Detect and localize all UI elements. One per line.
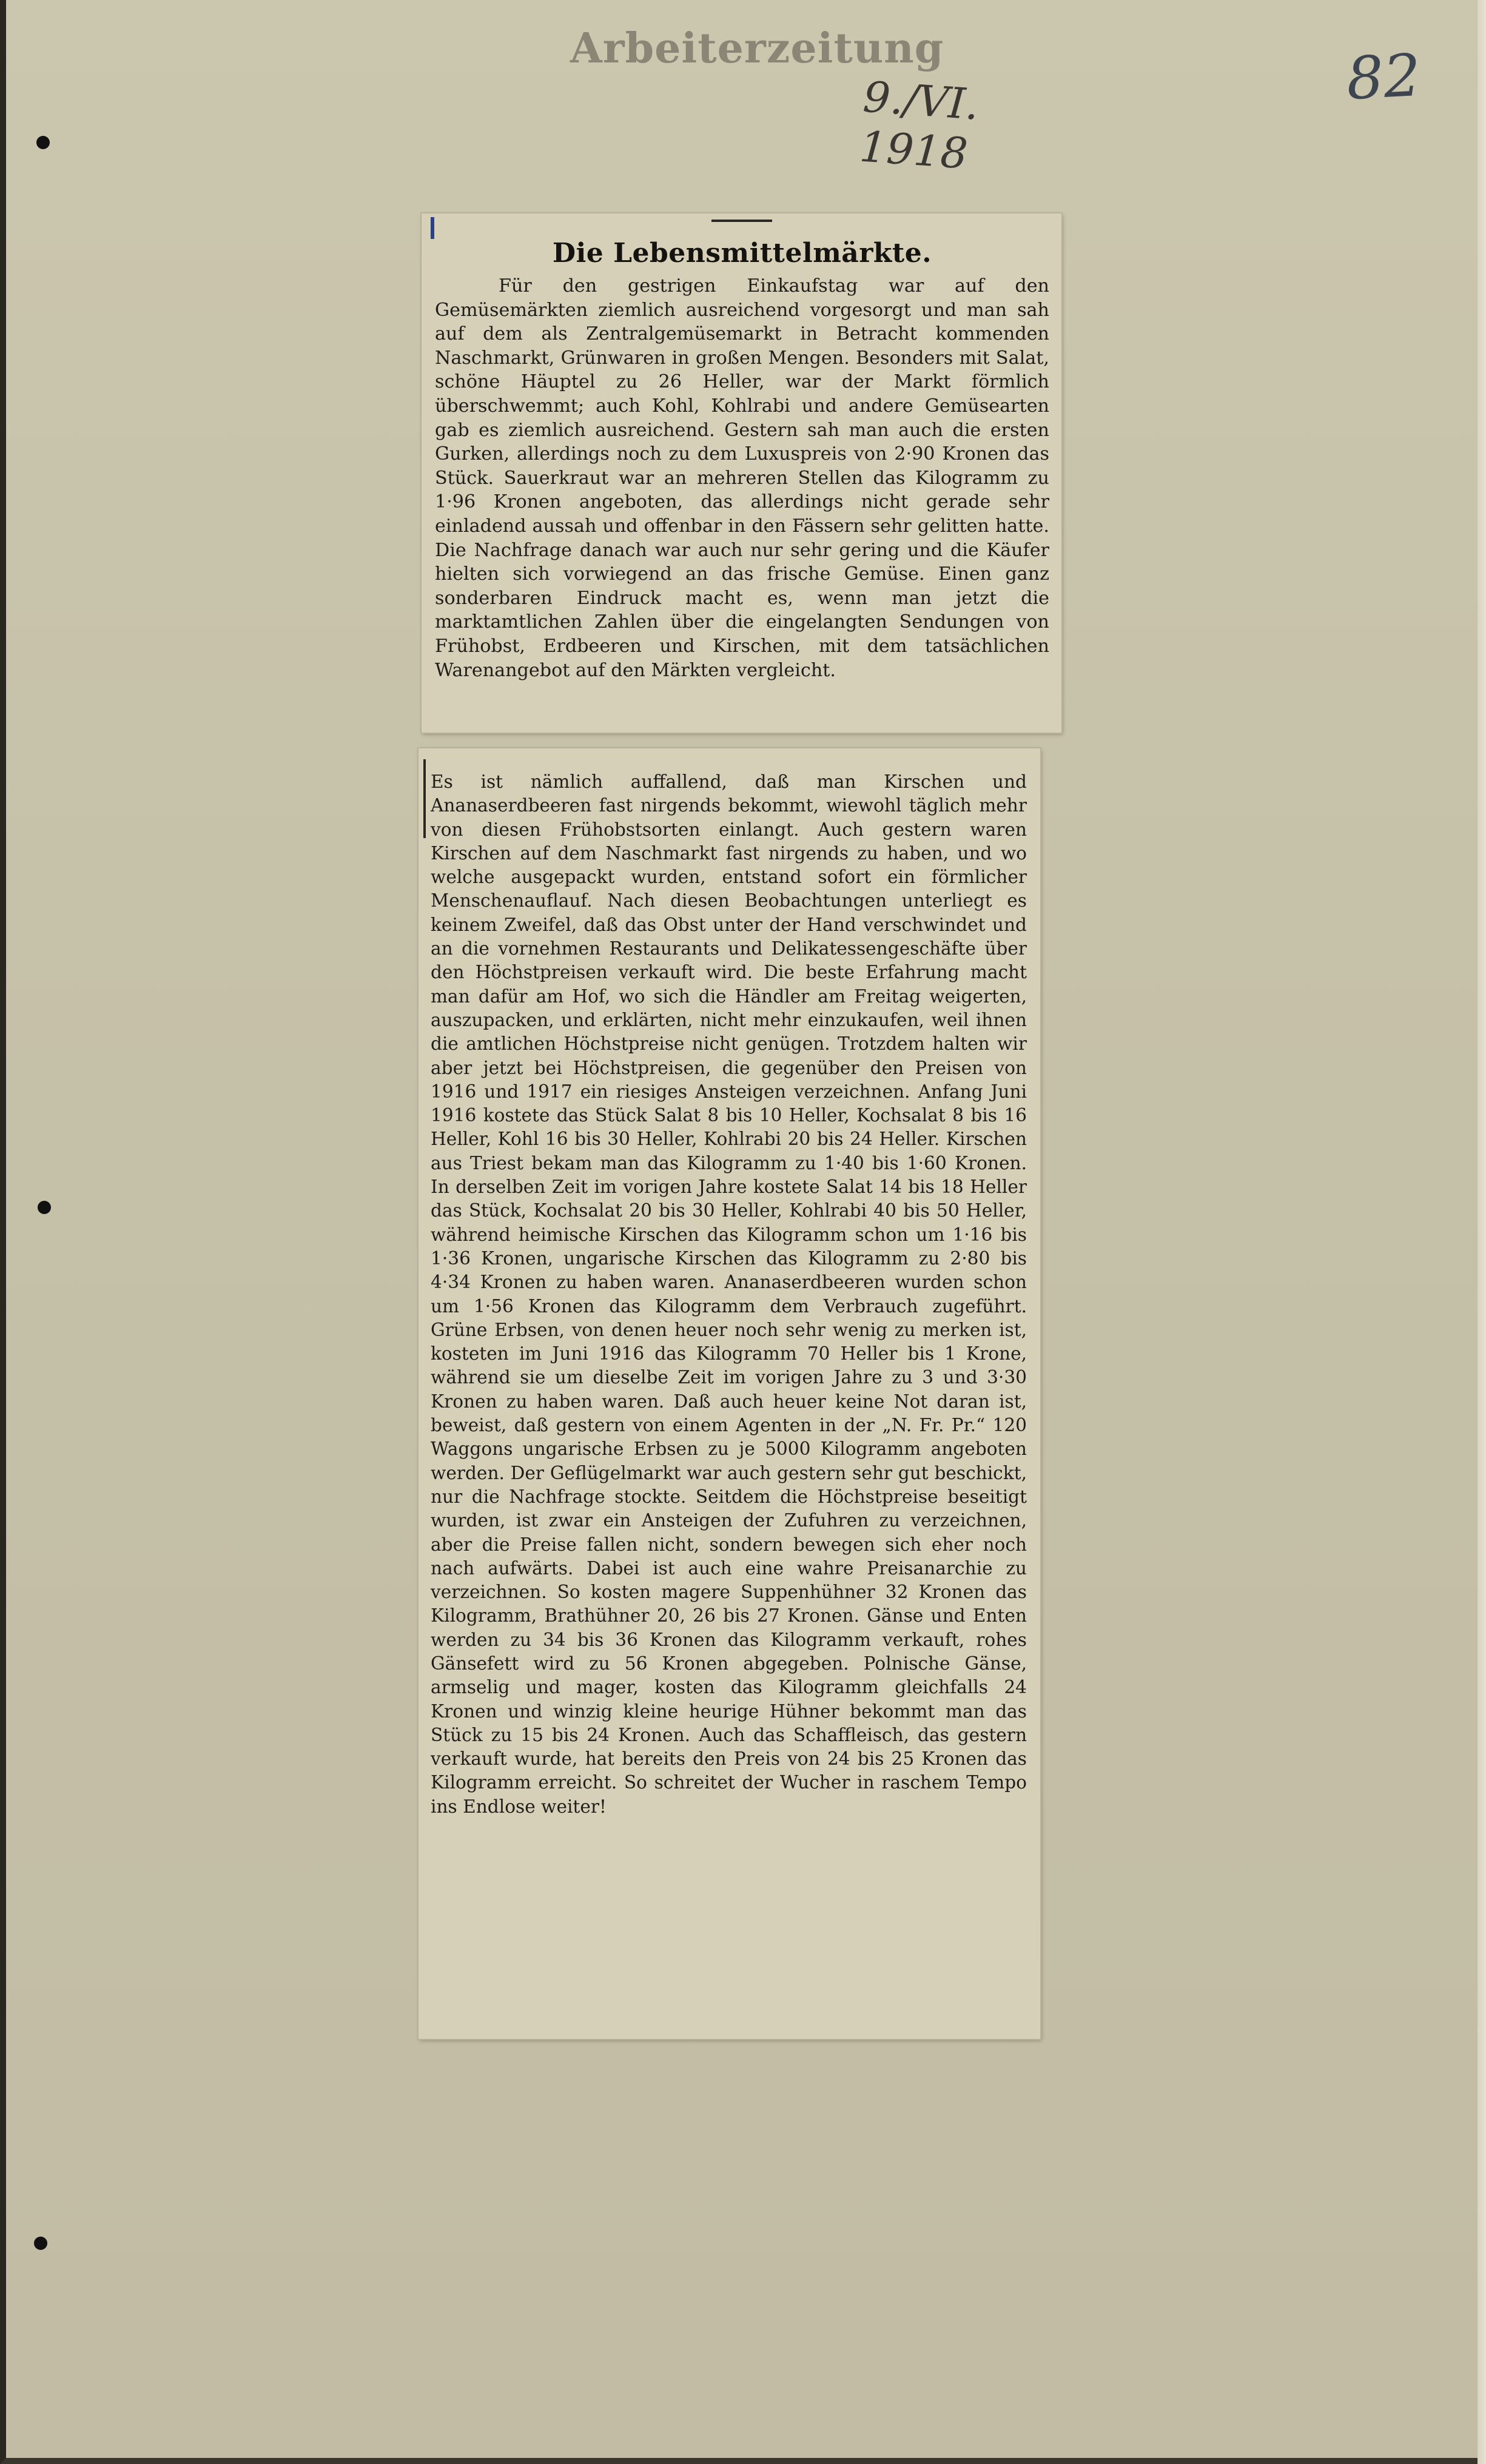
- punch-hole-bottom: [34, 2237, 47, 2250]
- sheet-edge: [1478, 0, 1486, 2464]
- punch-hole-middle: [38, 1201, 51, 1214]
- archive-number: 82: [1345, 41, 1423, 113]
- article-paragraph-2: Es ist nämlich auffallend, daß man Kirschen und Ananaserdbeeren fast nirgends bekommt, wiewohl täglich mehr von diesen Frühobstsorten einlangt. Auch gestern waren Kirschen auf dem Naschmarkt fast nirgends zu haben, und wo welche ausgepackt wurden, entstand sofort ein förmlicher Menschenauflauf. Nach diesen Beobachtungen unterliegt es keinem Zweifel, daß das Obst unter der Hand verschwindet und an die vornehmen Restaurants und Delikatessengeschäfte über den Höchstpreisen verkauft wird. Die beste Erfahrung macht man dafür am Hof, wo sich die Händler am Freitag weigerten, auszupacken, und erklärten, nicht mehr einzukaufen, weil ihnen die amtlichen Höchstpreise nicht genügen. Trotzdem halten wir aber jetzt bei Höchstpreisen, die gegenüber den Preisen von 1916 und 1917 ein riesiges Ansteigen verzeichnen. Anfang Juni 1916 kostete das Stück Salat 8 bis 10 Heller, Kochsalat 8 bis 16 Heller, Kohl 16 bis 30 Heller, Kohlrabi 20 bis 24 Heller. Kirschen aus Triest bekam man das Kilogramm zu 1·40 bis 1·60 Kronen. In derselben Zeit im vorigen Jahre kostete Salat 14 bis 18 Heller das Stück, Kochsalat 20 bis 30 Heller, Kohlrabi 40 bis 50 Heller, während heimische Kirschen das Kilogramm schon um 1·16 bis 1·36 Kronen, ungarische Kirschen das Kilogramm zu 2·80 bis 4·34 Kronen zu haben waren. Ananaserdbeeren wurden schon um 1·56 Kronen das Kilogramm dem Verbrauch zugeführt. Grüne Erbsen, von denen heuer noch sehr wenig zu merken ist, kosteten im Juni 1916 das Kilogramm 70 Heller bis 1 Krone, während sie um dieselbe Zeit im vorigen Jahre zu 3 und 3·30 Kronen zu haben waren. Daß auch heuer keine Not daran ist, beweist, daß gestern von einem Agenten in der „N. Fr. Pr.“ 120 Waggons ungarische Erbsen zu je 5000 Kilogramm angeboten werden. Der Geflügelmarkt war auch gestern sehr gut beschickt, nur die Nachfrage stockte. Seitdem die Höchstpreise beseitigt wurden, ist zwar ein Ansteigen der Zufuhren zu verzeichnen, aber die Preise fallen nicht, sondern bewegen sich eher noch nach aufwärts. Dabei ist auch eine wahre Preisanarchie zu verzeichnen. So kosten magere Suppenhühner 32 Kronen das Kilogramm, Brathühner 20, 26 bis 27 Kronen. Gänse und Enten werden zu 34 bis 36 Kronen das Kilogramm verkauft, rohes Gänsefett wird zu 56 Kronen abgegeben. Polnische Gänse, armselig und mager, kosten das Kilogramm gleichfalls 24 Kronen und winzig kleine heurige Hühner bekommt man das Stück zu 15 bis 24 Kronen. Auch das Schaffleisch, das gestern verkauft wurde, hat bereits den Preis von 24 bis 25 Kronen das Kilogramm erreicht. So schreitet der Wucher in raschem Tempo ins Endlose weiter!: [431, 771, 1027, 1817]
- handwritten-date: 9./VI. 1918: [858, 72, 981, 179]
- punch-hole-top: [36, 136, 50, 149]
- article-paragraph-1: Für den gestrigen Einkaufstag war auf den Gemüsemärkten ziemlich ausreichend vorgesorgt und man sah auf dem als Zentralgemüsemarkt in Betracht kommenden Naschmarkt, Grünwaren in großen Mengen. Besonders mit Salat, schöne Häuptel zu 26 Heller, war der Markt förmlich überschwemmt; auch Kohl, Kohlrabi und andere Gemüsearten gab es ziemlich ausreichend. Gestern sah man auch die ersten Gurken, allerdings noch zu dem Luxuspreis von 2·90 Kronen das Stück. Sauerkraut war an mehreren Stellen das Kilogramm zu 1·96 Kronen angeboten, das allerdings nicht gerade sehr einladend aussah und offenbar in den Fässern sehr gelitten hatte. Die Nachfrage danach war auch nur sehr gering und die Käufer hielten sich vorwiegend an das frische Gemüse. Einen ganz sonderbaren Eindruck macht es, wenn man jetzt die marktamtlichen Zahlen über die eingelangten Sendungen von Frühobst, Erdbeeren und Kirschen, mit dem tatsächlichen Warenangebot auf den Märkten vergleicht.: [435, 275, 1049, 681]
- newspaper-stamp: Arbeiterzeitung: [570, 24, 944, 73]
- clipping-lower: [419, 748, 1040, 2039]
- article-headline: Die Lebensmittelmärkte.: [552, 238, 932, 269]
- clipping-upper: [422, 213, 1061, 733]
